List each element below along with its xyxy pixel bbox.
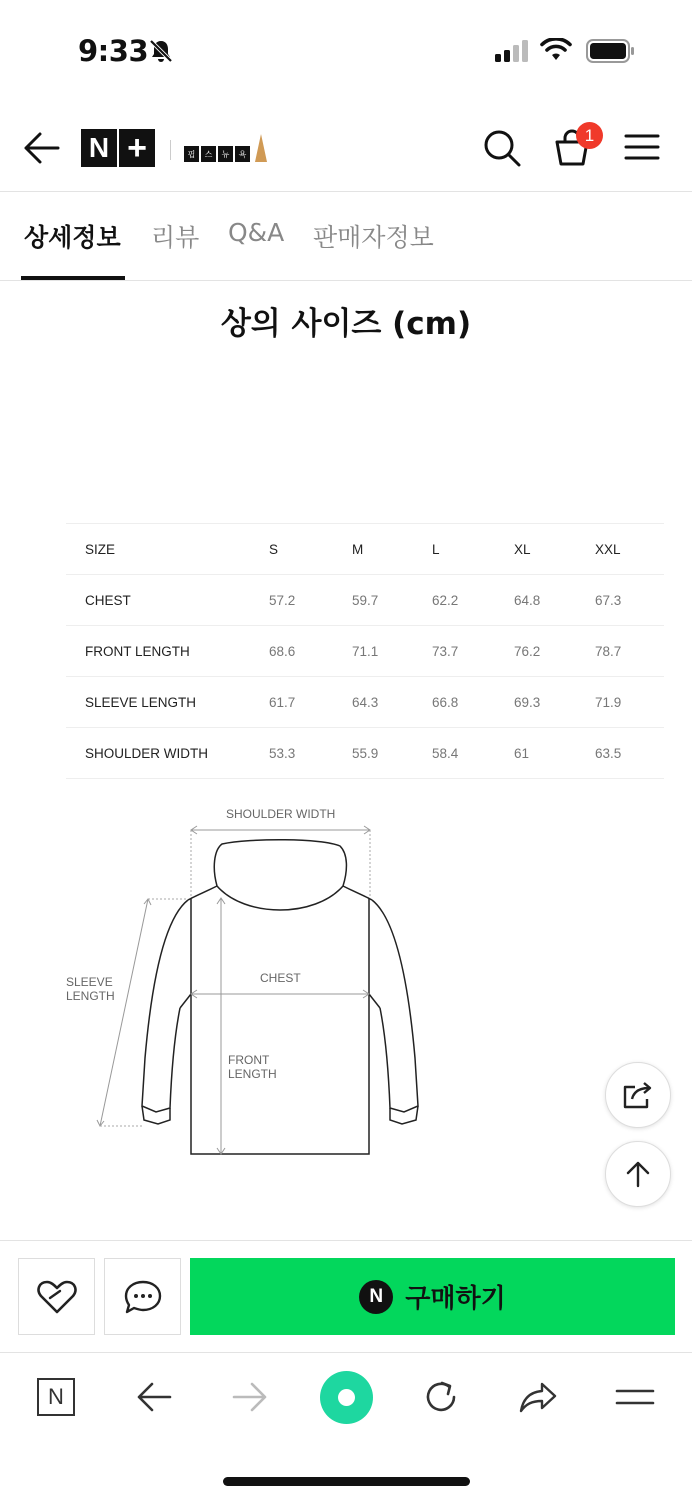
table-cell: 76.2: [514, 626, 595, 677]
naver-green-dot-button[interactable]: [320, 1371, 373, 1424]
front-length-label-2: LENGTH: [228, 1067, 277, 1081]
detail-tabs: [0, 193, 692, 281]
table-cell: 63.5: [595, 728, 664, 779]
table-header-cell: XL: [514, 524, 595, 575]
active-tab-indicator: [21, 276, 125, 280]
naver-home-button[interactable]: [32, 1373, 80, 1421]
table-row: [66, 626, 664, 677]
share-arrow-icon: [518, 1380, 558, 1414]
browser-share-button[interactable]: [514, 1373, 562, 1421]
table-row: [66, 575, 664, 626]
table-cell: 69.3: [514, 677, 595, 728]
back-arrow-icon: [136, 1381, 172, 1413]
naver-home-icon: N: [37, 1378, 75, 1416]
table-row: [66, 728, 664, 779]
table-cell: 78.7: [595, 626, 664, 677]
home-indicator[interactable]: [223, 1477, 470, 1486]
store-logo[interactable]: [184, 134, 267, 162]
scroll-top-icon: [623, 1159, 653, 1189]
shoulder-width-label: SHOULDER WIDTH: [226, 807, 336, 821]
table-header-cell: L: [432, 524, 514, 575]
table-row-label: FRONT LENGTH: [66, 626, 269, 677]
store-logo-char: 뉴: [218, 146, 233, 162]
table-cell: 59.7: [352, 575, 432, 626]
bell-muted-icon: [148, 38, 174, 68]
header-divider: [170, 140, 171, 160]
buy-now-label: 구매하기: [405, 1284, 506, 1314]
status-time: 9:33: [78, 34, 149, 68]
table-cell: 55.9: [352, 728, 432, 779]
hamburger-menu-icon: [615, 1387, 655, 1407]
green-dot-icon: [338, 1389, 355, 1406]
back-arrow-icon: [22, 130, 62, 166]
table-cell: 64.8: [514, 575, 595, 626]
store-logo-char: 핍: [184, 146, 199, 162]
table-cell: 73.7: [432, 626, 514, 677]
table-header-row: [66, 524, 664, 575]
store-logo-char: 욕: [235, 146, 250, 162]
size-table: [66, 523, 664, 779]
tab-qna[interactable]: Q&A: [228, 218, 285, 247]
table-header-cell: XXL: [595, 524, 664, 575]
table-cell: 62.2: [432, 575, 514, 626]
purchase-bar: [0, 1240, 692, 1352]
table-cell: 67.3: [595, 575, 664, 626]
cellular-signal-icon: [495, 40, 531, 66]
tab-reviews[interactable]: 리뷰: [151, 223, 200, 252]
status-bar: [0, 0, 692, 100]
table-cell: 66.8: [432, 677, 514, 728]
chat-inquiry-button[interactable]: [104, 1258, 181, 1335]
table-cell: 68.6: [269, 626, 352, 677]
cart-count-badge: 1: [576, 122, 603, 149]
table-row: [66, 677, 664, 728]
table-cell: 71.9: [595, 677, 664, 728]
table-cell: 61.7: [269, 677, 352, 728]
battery-icon: [586, 39, 636, 67]
browser-menu-button[interactable]: [611, 1373, 659, 1421]
search-button[interactable]: [482, 128, 522, 172]
heart-icon: [36, 1278, 78, 1316]
table-cell: 64.3: [352, 677, 432, 728]
table-cell: 61: [514, 728, 595, 779]
naver-plus-logo[interactable]: [81, 129, 155, 167]
wifi-icon: [540, 38, 572, 66]
store-logo-char: 스: [201, 146, 216, 162]
naver-pay-icon: N: [359, 1280, 393, 1314]
hamburger-menu-icon: [624, 132, 660, 162]
table-cell: 53.3: [269, 728, 352, 779]
tab-seller-info[interactable]: 판매자정보: [313, 223, 434, 252]
table-row-label: CHEST: [66, 575, 269, 626]
scroll-to-top-button[interactable]: [605, 1141, 671, 1207]
logo-n: N: [88, 132, 110, 163]
app-header: [0, 100, 692, 192]
table-header-cell: SIZE: [66, 524, 269, 575]
tab-detail-info[interactable]: 상세정보: [24, 223, 121, 252]
table-cell: 57.2: [269, 575, 352, 626]
size-chart-title: 상의 사이즈 (cm): [220, 306, 472, 342]
table-header-cell: M: [352, 524, 432, 575]
table-row-label: SLEEVE LENGTH: [66, 677, 269, 728]
hoodie-measurement-diagram: [60, 798, 440, 1168]
browser-back-button[interactable]: [130, 1373, 178, 1421]
front-length-label-1: FRONT: [228, 1053, 270, 1067]
chat-icon: [123, 1278, 163, 1316]
sleeve-length-label-2: LENGTH: [66, 989, 115, 1003]
browser-toolbar: [0, 1352, 692, 1500]
forward-arrow-icon: [232, 1381, 268, 1413]
wishlist-button[interactable]: [18, 1258, 95, 1335]
table-header-cell: S: [269, 524, 352, 575]
menu-button[interactable]: [624, 132, 660, 166]
browser-forward-button[interactable]: [226, 1373, 274, 1421]
refresh-icon: [422, 1378, 460, 1416]
table-cell: 71.1: [352, 626, 432, 677]
table-row-label: SHOULDER WIDTH: [66, 728, 269, 779]
table-cell: 58.4: [432, 728, 514, 779]
share-icon: [621, 1079, 655, 1111]
logo-plus: +: [127, 129, 147, 167]
sleeve-length-label-1: SLEEVE: [66, 975, 113, 989]
buy-now-button[interactable]: [190, 1258, 675, 1335]
chest-label: CHEST: [260, 971, 301, 985]
search-icon: [482, 128, 522, 168]
share-button[interactable]: [605, 1062, 671, 1128]
back-button[interactable]: [22, 130, 62, 166]
refresh-button[interactable]: [417, 1373, 465, 1421]
cart-button[interactable]: [552, 122, 604, 168]
tower-icon: [255, 134, 267, 162]
